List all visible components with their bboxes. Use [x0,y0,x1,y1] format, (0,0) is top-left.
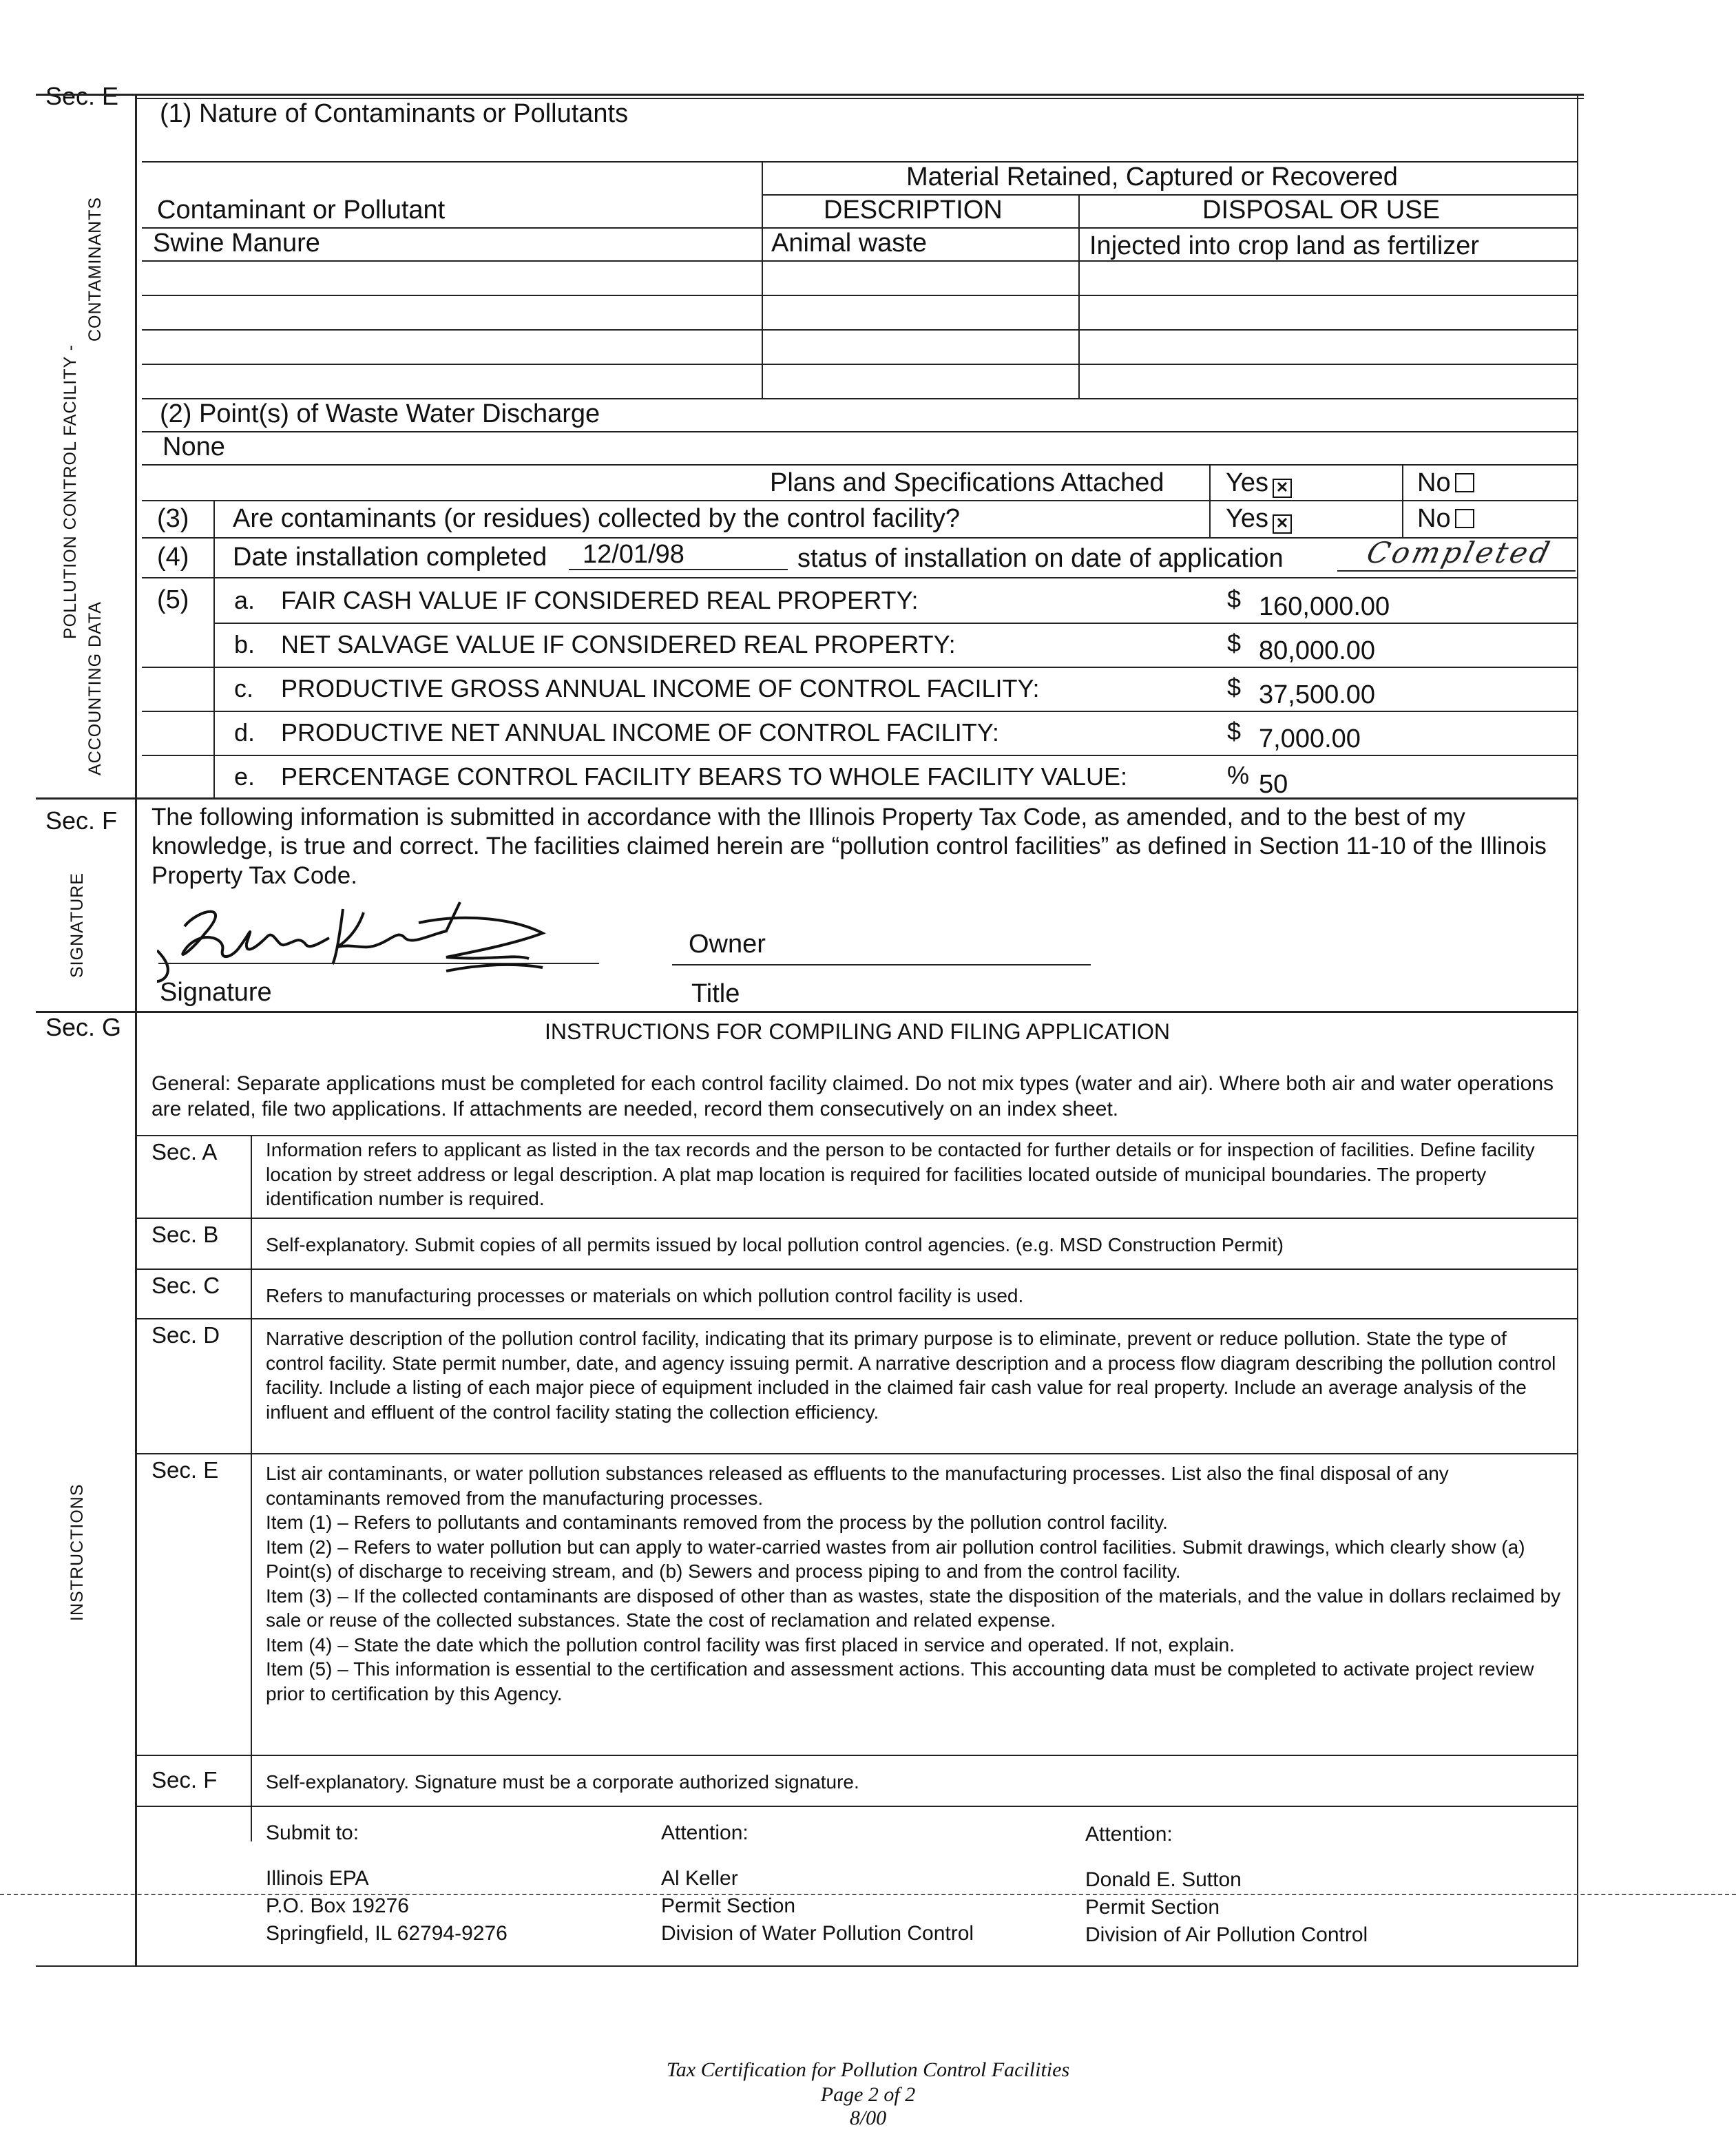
accounting-symbol: $ [1227,673,1242,701]
accounting-label: PERCENTAGE CONTROL FACILITY BEARS TO WHOLE FACILITY VALUE: [281,762,1127,791]
item5-number: (5) [157,585,189,614]
accounting-symbol: $ [1227,629,1242,657]
footer-revision-date: 8/00 [849,2107,887,2129]
instr-row-line [135,1135,1578,1136]
item2-line [142,431,1578,432]
item3-no-checkbox[interactable] [1455,509,1474,528]
accounting-row-line [142,755,1578,756]
instr-sec-text: List air contaminants, or water pollution substances released as effluents to the manufacturing processes. List also the final disposal of any contaminants removed from the manufacturing processes. Item (1) – Refers to pollutants and contaminants removed from the process by the pollution control facility. Item (2) – Refers to water pollution but can apply to water-carried wastes from air pollution control facilities. Submit drawings, which clearly show (a) Point(s) of discharge to receiving stream, and (b) Sewers and process piping to and from the control facility. Item (3) – If the collected contaminants are disposed of other than as wastes, state the disposition of the materials, and the value in dollars reclaimed by sale or reuse of the collected substances. State the cost of reclamation and related expense. Item (4) – State the date which the pollution control facility was first placed in service and operated. If not, explain. Item (5) – This information is essential to the certification and assessment actions. This accounting data must be completed to activate project review prior to certification by this Agency. [266,1463,1561,1704]
contact-air-division: Division of Air Pollution Control [1085,1923,1368,1946]
material-header: Material Retained, Captured or Recovered [906,163,1398,191]
row-disposal: Injected into crop land as fertilizer [1089,231,1480,260]
instr-row-line [135,1218,1578,1219]
instr-row-line [135,1755,1578,1756]
accounting-value[interactable]: 7,000.00 [1259,724,1361,753]
instr-col-divider [251,1135,252,1841]
instr-sec-text: Self-explanatory. Submit copies of all permits issued by local pollution control agencies. (e.g. MSD Construction Permit) [266,1234,1284,1255]
accounting-row-line [142,711,1578,712]
accounting-row-line [142,667,1578,668]
instr-sec-label: Sec. C [151,1273,220,1298]
item2-bottom-line [142,464,1578,466]
certification-statement: The following information is submitted in accordance with the Illinois Property Tax Code, as amended, and to the best of my knowledge, is true and correct. The facilities claimed herein are “pollution control facilities” as defined in Section 11-10 of the Illinois Property Tax Code. [151,804,1547,889]
scan-dash-line [0,1894,1736,1895]
instructions-heading: INSTRUCTIONS FOR COMPILING AND FILING APPLICATION [545,1019,1170,1044]
addr-po-box: P.O. Box 19276 [266,1894,409,1917]
item4-status-label: status of installation on date of application [797,544,1284,573]
instr-row-line [135,1318,1578,1319]
accounting-symbol: $ [1227,585,1242,613]
accounting-letter: d. [234,718,255,746]
row-description: Animal waste [771,229,927,258]
accounting-label: PRODUCTIVE GROSS ANNUAL INCOME OF CONTROL FACILITY: [281,674,1040,702]
sec-g-top-line [36,1011,1578,1013]
contaminant-col-divider [1078,194,1080,398]
instr-sec-text: Information refers to applicant as listed in the tax records and the person to be contacted for further details or for inspection of facilities. Define facility location by street address or legal description. A plat map location is required for facilities located outside of municipal boundaries. The property identification number is required. [266,1139,1535,1210]
item-num-divider [213,500,215,797]
item1-title: (1) Nature of Contaminants or Pollutants [160,99,629,128]
item3-number: (3) [157,504,189,533]
item3-question: Are contaminants (or residues) collected by the control facility? [233,504,961,533]
item3-yes-checkbox[interactable]: ✕ [1273,514,1292,534]
accounting-label: FAIR CASH VALUE IF CONSIDERED REAL PROPERTY: [281,586,919,614]
side-label-accounting: ACCOUNTING DATA [85,601,105,775]
general-instructions: General: Separate applications must be completed for each control facility claimed. Do not mix types (water and air). Where both air and water operations are related, file two applications. If attachments are needed, record them consecutively on an index sheet. [151,1072,1554,1120]
contact-water-division: Division of Water Pollution Control [661,1922,974,1945]
contaminant-table-line [142,329,1578,331]
signature-line [158,963,599,964]
signature-label: Signature [160,978,272,1007]
side-label-contaminants: CONTAMINANTS [85,196,105,342]
item4-date-value[interactable]: 12/01/98 [583,540,684,569]
attention-label-water: Attention: [661,1821,749,1844]
top-border [36,94,1584,96]
accounting-value[interactable]: 80,000.00 [1259,636,1376,665]
plans-no-label: No [1417,468,1451,497]
instr-sec-text: Refers to manufacturing processes or materials on which pollution control facility is used. [266,1285,1024,1306]
item2-title: (2) Point(s) of Waste Water Discharge [160,399,600,428]
accounting-letter: a. [234,586,255,614]
instr-row-line [135,1268,1578,1270]
accounting-value[interactable]: 37,500.00 [1259,680,1376,709]
addr-city: Springfield, IL 62794-9276 [266,1922,508,1945]
contact-air-section: Permit Section [1085,1896,1220,1919]
contaminant-col-divider [762,161,763,398]
item3-yes-option [1226,505,1292,534]
instr-row-line [135,1453,1578,1454]
item4-number: (4) [157,543,189,572]
item3-no-label: No [1417,504,1451,533]
accounting-letter: b. [234,630,255,658]
plans-yes-label: Yes [1226,468,1268,497]
plans-no-option [1417,470,1474,496]
side-label-facility: POLLUTION CONTROL FACILITY - [61,344,80,639]
accounting-symbol: % [1227,761,1250,789]
instr-sec-label: Sec. A [151,1139,218,1165]
footer-page-number: Page 2 of 2 [820,2083,916,2106]
sec-f-top-line [36,797,1578,800]
contaminant-table-line [142,295,1578,296]
accounting-value[interactable]: 50 [1259,770,1288,799]
item3-bottom-line [142,537,1578,539]
owner-signature [157,895,653,985]
instr-sec-text: Narrative description of the pollution control facility, indicating that its primary purpose is to eliminate, prevent or reduce pollution. State the type of control facility. State permit number, date, and agency issuing permit. A narrative description and a process flow diagram describing the pollution control facility. Include a listing of each major piece of equipment included in the claimed fair cash value for real property. Include an average analysis of the influent and effluent of the control facility stating the collection efficiency. [266,1328,1556,1423]
accounting-row-line [213,623,1578,624]
instr-sec-label: Sec. F [151,1767,218,1793]
title-line [672,964,1091,965]
side-label-instructions: INSTRUCTIONS [67,1483,87,1621]
sec-f-label: Sec. F [45,806,118,835]
col-description-header: DESCRIPTION [824,196,1003,225]
instr-sec-label: Sec. E [151,1457,219,1483]
right-border [1577,94,1578,1967]
attention-label-air: Attention: [1085,1823,1173,1846]
plans-label: Plans and Specifications Attached [770,468,1164,497]
addr-illinois-epa: Illinois EPA [266,1867,369,1890]
item4-date-underline [569,569,788,570]
contaminant-table-line [142,260,1578,262]
item4-date-label: Date installation completed [233,543,547,572]
col-disposal-header: DISPOSAL OR USE [1202,196,1440,225]
plans-yes-option [1226,470,1292,498]
item3-no-option [1417,505,1474,532]
instr-sec-label: Sec. D [151,1322,220,1348]
side-label-signature: SIGNATURE [67,873,87,978]
accounting-symbol: $ [1227,717,1242,745]
accounting-value[interactable]: 160,000.00 [1259,592,1390,621]
item4-bottom-line [142,577,1578,578]
contact-air-name: Donald E. Sutton [1085,1868,1242,1891]
accounting-label: NET SALVAGE VALUE IF CONSIDERED REAL PROPERTY: [281,630,956,658]
instr-sec-label: Sec. B [151,1222,219,1247]
contact-water-name: Al Keller [661,1867,738,1890]
submit-label: Submit to: [266,1821,359,1844]
bottom-border [36,1965,1578,1967]
col-contaminant-header: Contaminant or Pollutant [157,196,446,225]
accounting-letter: e. [234,762,255,791]
left-divider [135,94,137,1965]
title-label: Title [691,979,740,1008]
item3-yes-label: Yes [1226,504,1268,533]
title-value[interactable]: Owner [689,930,766,959]
row-contaminant: Swine Manure [153,229,320,258]
item2-value: None [163,432,225,461]
instr-sec-text: Self-explanatory. Signature must be a corporate authorized signature. [266,1771,859,1793]
accounting-letter: c. [234,674,254,702]
plans-yes-checkbox[interactable]: ✕ [1273,479,1292,498]
sec-g-label: Sec. G [45,1013,122,1041]
instr-row-line [135,1806,1578,1807]
item4-status-handwriting[interactable]: Completed [1363,536,1556,570]
sec-e-label: Sec. E [45,82,119,110]
footer-form-title: Tax Certification for Pollution Control Facilities [666,2058,1070,2081]
plans-no-checkbox[interactable] [1455,473,1474,492]
contaminant-table-line [142,364,1578,365]
contact-water-section: Permit Section [661,1894,796,1917]
plans-bottom-line [142,500,1578,501]
item4-status-underline [1337,570,1576,572]
accounting-label: PRODUCTIVE NET ANNUAL INCOME OF CONTROL FACILITY: [281,718,999,746]
